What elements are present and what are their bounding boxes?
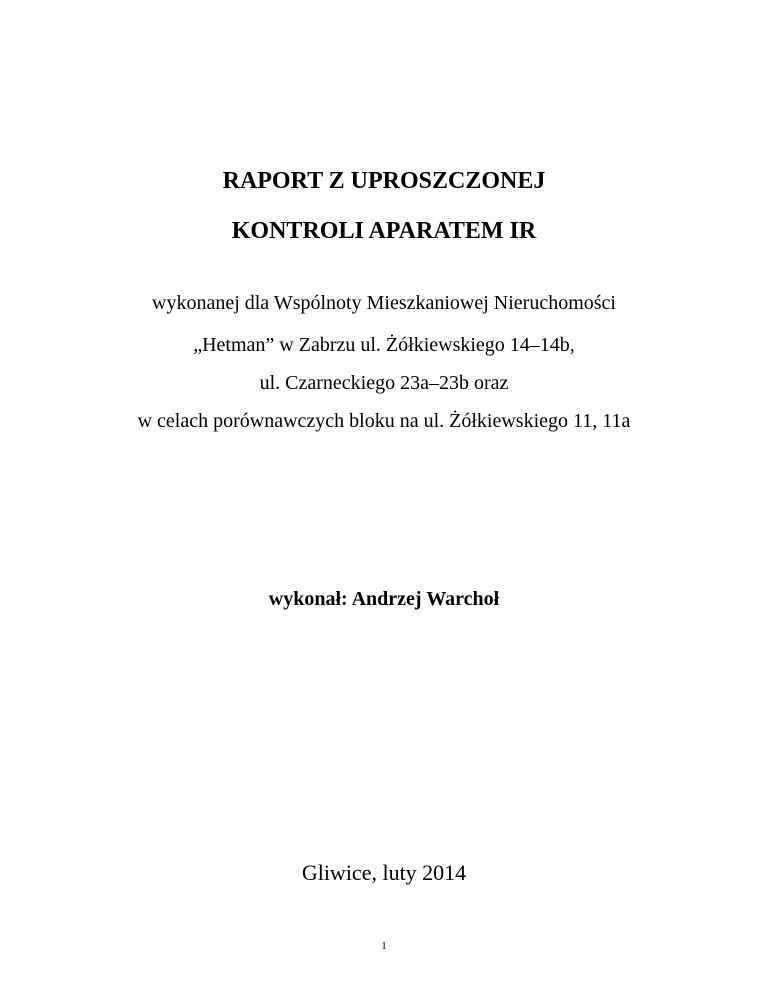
description-line-2: „Hetman” w Zabrzu ul. Żółkiewskiego 14–14b,: [193, 334, 575, 356]
page-number: 1: [381, 940, 387, 952]
document-title-line-1: RAPORT Z UPROSZCZONEJ: [222, 168, 546, 194]
author-line: wykonał: Andrzej Warchoł: [268, 588, 500, 610]
description-line-3: ul. Czarneckiego 23a–23b oraz: [259, 372, 509, 394]
description-line-1: wykonanej dla Wspólnoty Mieszkaniowej Nieruchomości: [152, 292, 616, 314]
document-title-line-2: KONTROLI APARATEM IR: [231, 218, 537, 244]
description-line-4: w celach porównawczych bloku na ul. Żółkiewskiego 11, 11a: [137, 410, 631, 432]
place-date: Gliwice, luty 2014: [301, 860, 467, 885]
